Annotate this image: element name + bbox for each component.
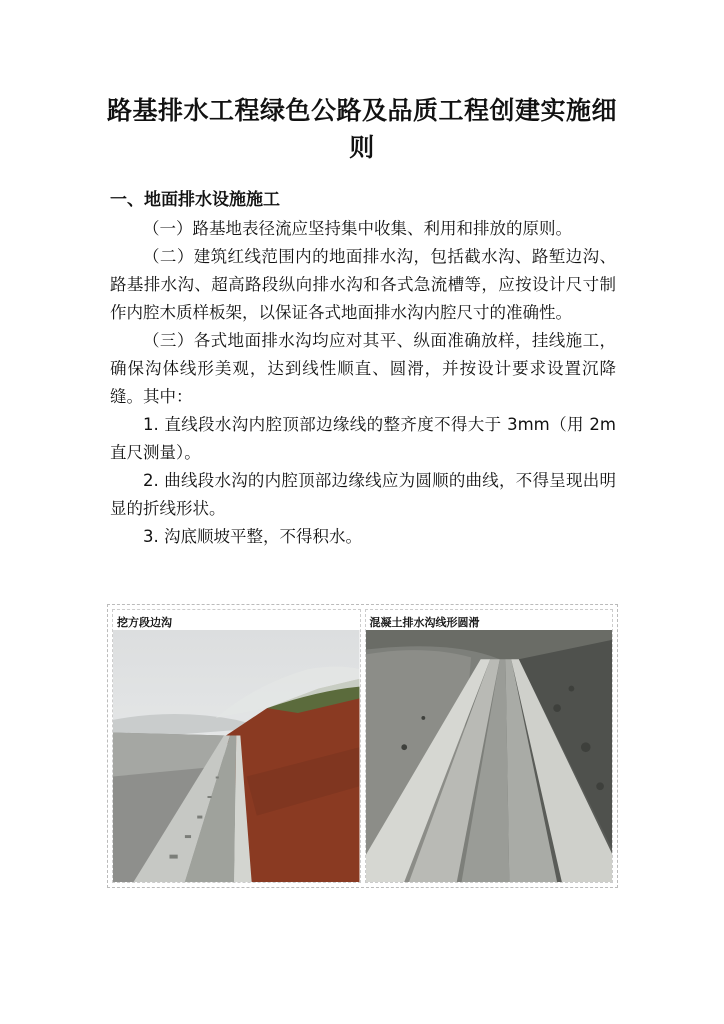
paragraph-2: （二）建筑红线范围内的地面排水沟，包括截水沟、路堑边沟、路基排水沟、超高路段纵向排水沟和各式急流槽等，应按设计尺寸制作内腔木质样板架，以保证各式地面排水沟内腔尺寸的准确性。 bbox=[110, 247, 616, 322]
paragraph-1: （一）路基地表径流应坚持集中收集、利用和排放的原则。 bbox=[143, 219, 572, 238]
photo-caption: 挖方段边沟 bbox=[117, 616, 172, 629]
list-item-2: 2. 曲线段水沟的内腔顶部边缘线应为圆顺的曲线，不得呈现出明显的折线形状。 bbox=[110, 471, 616, 518]
paragraph-3: （三）各式地面排水沟均应对其平、纵面准确放样，挂线施工，确保沟体线形美观，达到线性顺直、圆滑，并按设计要求设置沉降缝。其中： bbox=[110, 331, 616, 406]
list-item-1: 1. 直线段水沟内腔顶部边缘线的整齐度不得大于 3mm（用 2m 直尺测量）。 bbox=[110, 415, 616, 462]
section-heading: 一、地面排水设施施工 bbox=[110, 190, 280, 210]
photo-cut-side-ditch bbox=[113, 630, 360, 882]
photo-caption: 混凝土排水沟线形圆滑 bbox=[369, 616, 480, 629]
photo-cell-concrete-ditch bbox=[365, 609, 614, 883]
list-item-3: 3. 沟底顺坡平整，不得积水。 bbox=[143, 527, 362, 546]
photo-concrete-drainage-ditch bbox=[366, 630, 613, 882]
photo-cell-cut-ditch bbox=[112, 609, 361, 883]
page-title: 路基排水工程绿色公路及品质工程创建实施细则 bbox=[106, 96, 617, 162]
section-body bbox=[110, 215, 616, 551]
photo-table bbox=[107, 604, 618, 888]
